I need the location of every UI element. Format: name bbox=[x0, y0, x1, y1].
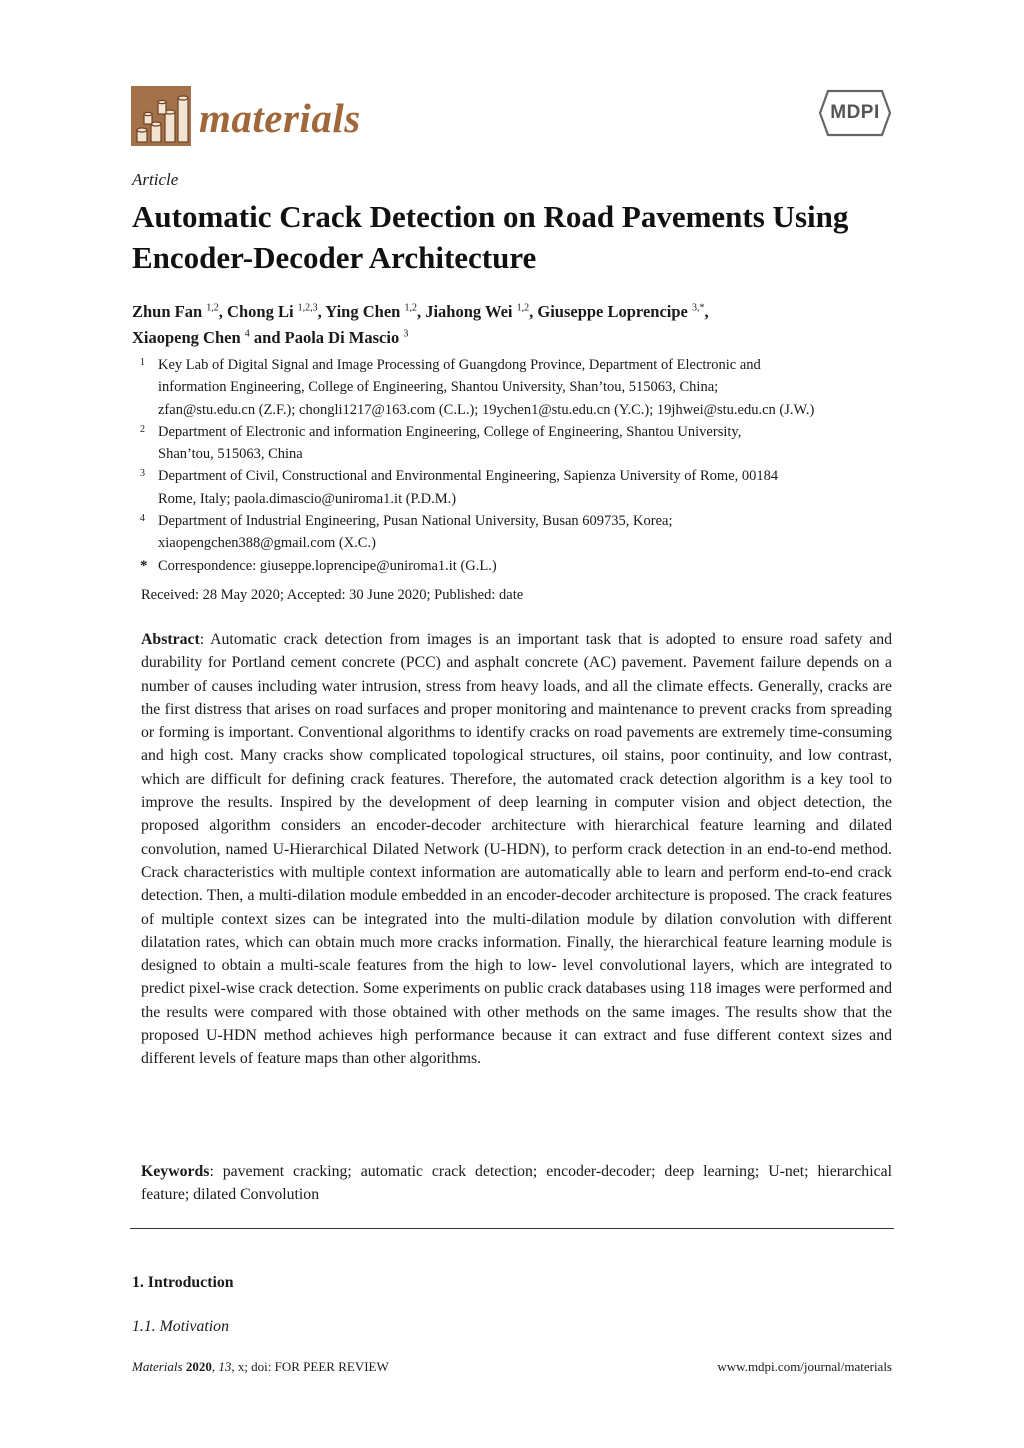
affiliation bbox=[140, 465, 900, 510]
section-heading: 1. Introduction bbox=[132, 1274, 234, 1291]
affiliation bbox=[140, 421, 900, 466]
author: Giuseppe Loprencipe $^{3,*}$, bbox=[537, 301, 709, 321]
affiliation-line: xiaopengchen388@gmail.com (X.C.) bbox=[158, 535, 376, 552]
affiliations bbox=[140, 354, 900, 577]
correspondence-mark: * bbox=[140, 557, 148, 574]
author: Chong Li $^{1,2,3}$, bbox=[227, 301, 326, 321]
affiliation-line: Key Lab of Digital Signal and Image Processing of Guangdong Province, Department of Electronic and bbox=[158, 357, 761, 373]
correspondence-line: Correspondence: giuseppe.loprencipe@uniroma1.it (G.L.) bbox=[158, 557, 497, 574]
article-type: Article bbox=[132, 170, 179, 189]
affiliation-number: 3 bbox=[140, 468, 145, 480]
affiliation-line: Department of Civil, Constructional and Environmental Engineering, Sapienza University of Rome, 00184 bbox=[158, 468, 779, 485]
footer-journal: Materials bbox=[132, 1359, 183, 1374]
publication-dates: Received: 28 May 2020; Accepted: 30 June 2020; Published: date bbox=[141, 587, 524, 603]
keywords-label: Keywords bbox=[141, 1163, 210, 1180]
footer-doi: , x; doi: FOR PEER REVIEW bbox=[231, 1359, 389, 1374]
abstract-label: Abstract bbox=[141, 631, 200, 648]
affiliation-line: Rome, Italy; paola.dimascio@uniroma1.it (P.D.M.) bbox=[158, 490, 457, 507]
keywords bbox=[141, 1160, 892, 1206]
journal-logo bbox=[131, 86, 361, 146]
author-list bbox=[132, 296, 892, 349]
keywords-text: : pavement cracking; automatic crack detection; encoder-decoder; deep learning; U-net; hierarchical feature; dilated Convolution bbox=[141, 1163, 892, 1203]
subsection-heading: 1.1. Motivation bbox=[132, 1318, 229, 1335]
abstract-text: : Automatic crack detection from images is an important task that is adopted to ensure road safety and durability for Portland cement concrete (PCC) and asphalt concrete (AC) pavement. Pavement failure depends on a number of causes including water intrusion, stress from heavy loads, and all the climate effects. Generally, cracks are the first distress that arises on road surfaces and proper monitoring and maintenance to prevent cracks from spreading or forming is important. Conventional algorithms to identify cracks on road pavements are extremely time-consuming and high cost. Many cracks show complicated topological structures, oil stains, poor continuity, and low contrast, which are difficult for defining crack features. Therefore, the automated crack detection algorithm is a key tool to improve the results. Inspired by the development of deep learning in computer vision and object detection, the proposed algorithm considers an encoder-decoder architecture with hierarchical feature learning and dilated convolution, named U-Hierarchical Dilated Network (U-HDN), to perform crack detection in an end-to-end method. Crack characteristics with multiple context information are automatically able to learn and perform end-to-end crack detection. Then, a multi-dilation module embedded in an encoder-decoder architecture is proposed. The crack features of multiple context sizes can be integrated into the multi-dilation module by dilation convolution with different dilatation rates, which can obtain much more cracks information. Finally, the hierarchical feature learning module is designed to obtain a multi-scale features from the high to low- level convolutional layers, which are integrated to predict pixel-wise crack detection. Some experiments on public crack databases using 118 images were performed and the results were compared with those obtained with other methods on the same images. The results show that the proposed U-HDN method achieves high performance because it can extract and fuse different context sizes and different levels of feature maps than other algorithms. bbox=[141, 631, 892, 1068]
journal-name: materials bbox=[199, 95, 361, 141]
journal-url[interactable]: www.mdpi.com/journal/materials bbox=[717, 1359, 892, 1374]
author: Paola Di Mascio $^3$ bbox=[284, 328, 409, 347]
correspondence bbox=[140, 555, 900, 577]
affiliation-line: Department of Electronic and information Engineering, College of Engineering, Shantou University, bbox=[158, 423, 742, 440]
citation-footer: Materials 2020, 13, x; doi: FOR PEER REVIEW bbox=[132, 1359, 389, 1374]
affiliation-line: Shan’tou, 515063, China bbox=[158, 446, 303, 463]
affiliation-line: zfan@stu.edu.cn (Z.F.); chongli1217@163.com (C.L.); 19ychen1@stu.edu.cn (Y.C.); 19jhwei@stu.edu.cn (J.W.) bbox=[158, 401, 815, 418]
author: Zhun Fan $^{1,2}$, bbox=[132, 301, 228, 321]
footer-volume: 13 bbox=[218, 1359, 232, 1374]
affiliation-number: 4 bbox=[140, 513, 145, 525]
paper-title: Automatic Crack Detection on Road Pavements Using Encoder-Decoder Architecture bbox=[132, 199, 849, 275]
abstract bbox=[141, 628, 892, 1071]
affiliation bbox=[140, 354, 900, 421]
affiliation-line: Department of Industrial Engineering, Pusan National University, Busan 609735, Korea; bbox=[158, 513, 673, 530]
author: Jiahong Wei $^{1,2}$, bbox=[425, 301, 538, 321]
author: Ying Chen $^{1,2}$, bbox=[325, 301, 426, 321]
section-divider bbox=[130, 1228, 894, 1229]
affiliation-number: 1 bbox=[140, 357, 145, 368]
affiliation-line: information Engineering, College of Engineering, Shantou University, Shan’tou, 515063, China; bbox=[158, 379, 719, 396]
affiliation bbox=[140, 510, 900, 555]
footer-year: 2020 bbox=[185, 1359, 212, 1374]
publisher-name: MDPI bbox=[830, 102, 880, 123]
affiliation-number: 2 bbox=[140, 423, 145, 435]
materials-logo-icon bbox=[131, 86, 191, 146]
author: Xiaopeng Chen $^4$ and bbox=[132, 328, 285, 347]
mdpi-logo bbox=[818, 88, 892, 138]
